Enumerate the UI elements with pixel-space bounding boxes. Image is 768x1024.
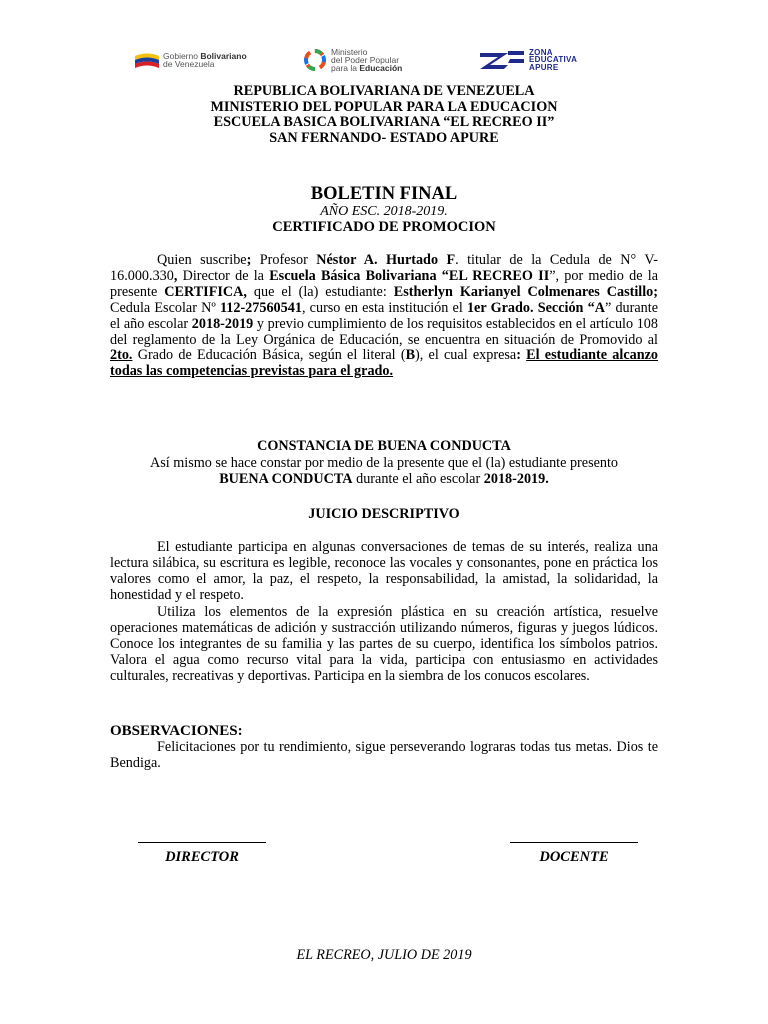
promo-text: Quien suscribe <box>157 252 247 268</box>
promo-text: Grado de Educación Básica, según el literal ( <box>132 347 406 364</box>
promo-text: Profesor <box>259 252 317 268</box>
promo-text: Director de la <box>177 267 270 284</box>
literal-expression: El estudiante alcanzo todas las competencias previstas para el grado. <box>110 347 659 380</box>
student-id: 112-27560541 <box>219 299 302 316</box>
promo-text: ), el cual expresa <box>415 347 517 364</box>
juicio-paragraph-1: El estudiante participa en algunas conversaciones de temas de su interés, realiza una lectura silábica, su escritura es legible, reconoce las vocales y consonantes, pone en práctica los valores como el amor, la paz, el respeto, la responsabilidad, la amistad, la solidaridad, la honestidad y el respeto. <box>110 539 658 603</box>
promo-text: Cedula Escolar Nº <box>110 299 220 316</box>
promo-text: ” durante el año escolar <box>110 299 658 332</box>
literal-letter: B <box>405 347 416 364</box>
ministerio-line3: para la <box>331 63 360 73</box>
docente-label: DOCENTE <box>539 849 609 865</box>
header-line-ministerio: MINISTERIO DEL POPULAR PARA LA EDUCACION <box>210 98 558 115</box>
school-year: AÑO ESC. 2018-2019. <box>320 204 448 219</box>
ministerio-ring-icon <box>303 48 327 72</box>
title-block <box>0 184 768 235</box>
gobierno-bolivariano-logo <box>134 44 247 76</box>
header-line-ubicacion: SAN FERNANDO- ESTADO APURE <box>269 129 499 146</box>
director-label: DIRECTOR <box>165 849 239 865</box>
promo-text: ”, por medio de la presente <box>110 267 658 300</box>
ministerio-line3-bold: Educación <box>359 63 403 73</box>
conduct-section <box>110 438 658 488</box>
promo-text: ; <box>246 252 260 268</box>
student-name: Estherlyn Karianyel Colmenares Castillo; <box>393 283 658 300</box>
docente-signature <box>510 842 638 866</box>
ministerio-educacion-logo <box>303 44 402 76</box>
director-signature-line <box>138 842 266 843</box>
promo-text: y previo cumplimiento de los requisitos establecidos en el artículo 108 del reglamento de la Ley Orgánica de Educación, se encuentra en situación de Promovido al <box>110 315 658 348</box>
juicio-title: JUICIO DESCRIPTIVO <box>308 506 460 522</box>
conduct-mid: durante el año escolar <box>352 471 484 487</box>
institution-header <box>0 84 768 146</box>
juicio-paragraph-2: Utiliza los elementos de la expresión plástica en su creación artística, resuelve operaciones matemáticas de adición y sustracción utilizando números, figuras y juegos lúdicos. Conoce los integrantes de su familia y las partes de su cuerpo, identifica los símbolos patrios. Valora el agua como recurso vital para la vida, participa con entusiasmo en actividades culturales, recreativas y deportivas. Participa en la siembra de los conucos escolares. <box>110 604 658 684</box>
zona-line3: APURE <box>529 62 559 72</box>
conduct-title: CONSTANCIA DE BUENA CONDUCTA <box>257 438 511 454</box>
ministerio-line1: Ministerio <box>331 47 368 57</box>
observations-title: OBSERVACIONES: <box>110 723 243 739</box>
header-line-escuela: ESCUELA BASICA BOLIVARIANA “EL RECREO II” <box>213 114 555 131</box>
school-year-bold: 2018-2019 <box>191 315 254 332</box>
certificate-title: CERTIFICADO DE PROMOCION <box>272 219 496 235</box>
document-title: BOLETIN FINAL <box>310 184 458 204</box>
venezuela-flag-icon <box>134 50 160 70</box>
logo-bar <box>0 44 768 80</box>
conduct-bold1: BUENA CONDUCTA <box>219 471 353 487</box>
docente-signature-line <box>510 842 638 843</box>
zona-line1: ZONA <box>529 47 553 57</box>
promo-text: : <box>516 347 527 364</box>
gobierno-line2: de Venezuela <box>163 59 215 69</box>
zona-line2: EDUCATIVA <box>529 55 578 65</box>
ministerio-line2: del Poder Popular <box>331 55 400 65</box>
conduct-line2 <box>110 471 658 488</box>
observations-text: Felicitaciones por tu rendimiento, sigue perseverando lograras todas tus metas. Dios te Bendiga. <box>110 739 658 771</box>
place-date-footer: EL RECREO, JULIO DE 2019 <box>296 947 472 963</box>
zona-educativa-logo <box>478 44 577 76</box>
header-line-republica: REPUBLICA BOLIVARIANA DE VENEZUELA <box>233 83 535 99</box>
promotion-paragraph <box>110 253 658 380</box>
promo-text: , curso en esta institución el <box>301 299 467 316</box>
director-signature <box>138 842 266 866</box>
teacher-name: Néstor A. Hurtado F <box>316 252 456 268</box>
school-name: Escuela Básica Bolivariana “EL RECREO II <box>269 267 550 284</box>
gobierno-line1-bold: Bolivariano <box>200 50 247 61</box>
zona-educativa-mark-icon <box>478 49 526 71</box>
promo-text: que el (la) estudiante: <box>246 283 394 300</box>
conduct-bold2: 2018-2019. <box>483 471 549 487</box>
certifica-word: CERTIFICA, <box>164 283 247 300</box>
gobierno-line1: Gobierno <box>163 50 201 61</box>
next-grade: 2to. <box>110 347 133 364</box>
conduct-line1: Así mismo se hace constar por medio de la presente que el (la) estudiante presento <box>149 454 619 471</box>
promo-text: , <box>173 267 178 284</box>
promo-text: . titular de la Cedula de N° V-16.000.330 <box>110 252 659 284</box>
student-grade: 1er Grado. Sección “A <box>466 299 605 316</box>
